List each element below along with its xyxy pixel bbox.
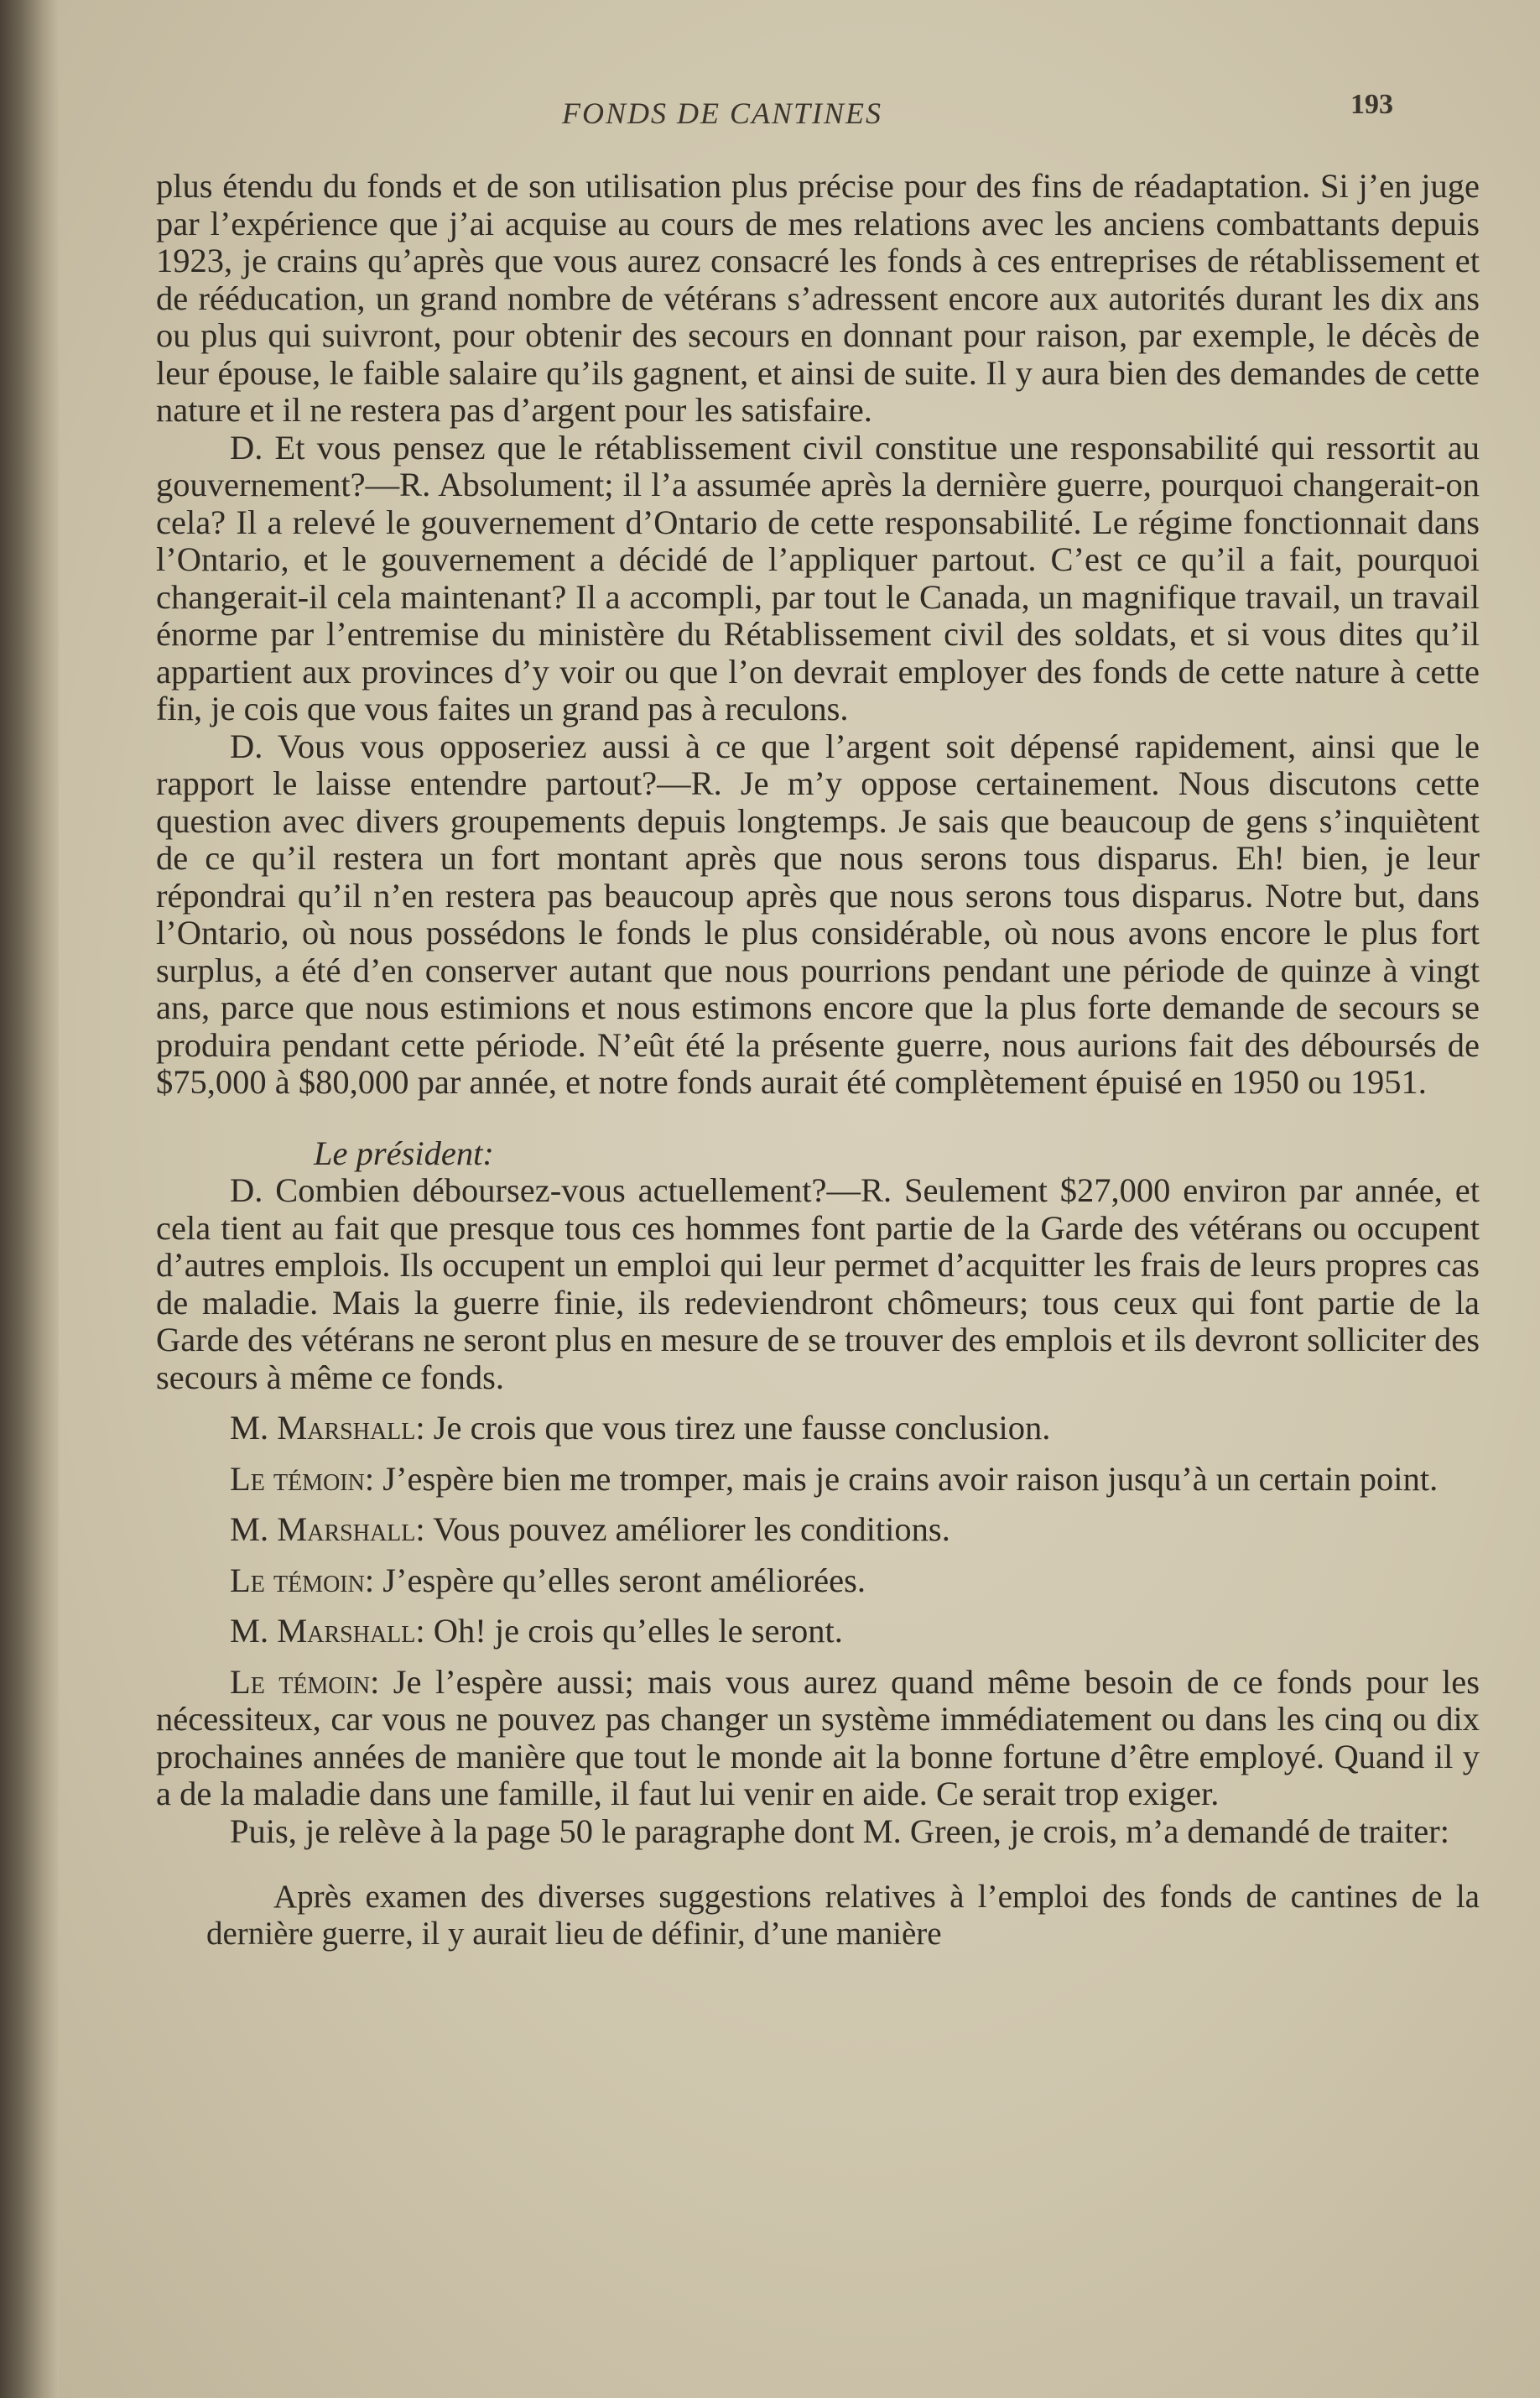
page-header	[59, 84, 1540, 134]
exchange-witness-3	[156, 1664, 1480, 1813]
block-quotation: Après examen des diverses suggestions relatives à l’emploi des fonds de cantines de la dernière guerre, il y aurait lieu de définir, d’une manière	[206, 1879, 1480, 1952]
speech-text: Vous pouvez améliorer les conditions.	[433, 1510, 950, 1548]
speech-text: Oh! je crois qu’elles le seront.	[433, 1612, 843, 1650]
book-page	[59, 0, 1540, 2398]
exchange-marshall-2	[156, 1511, 1480, 1549]
paragraph-question-spending: D. Vous vous opposeriez aussi à ce que l’argent soit dépensé rapidement, ainsi que le rapport le laisse entendre partout?—R. Je m’y oppose certainement. Nous discutons cette question avec divers groupements depuis longtemps. Je sais que beaucoup de gens s’inquiètent de ce qu’il restera un fort montant après que nous serons tous disparus. Eh! bien, je leur répondrai qu’il n’en restera pas beaucoup après que nous serons tous disparus. Notre but, dans l’Ontario, où nous possédons le fonds le plus considérable, où nous avons encore le plus fort surplus, a été d’en conserver autant que nous pourrions pendant une période de quinze à vingt ans, parce que nous estimions et nous estimons encore que la plus forte demande de secours se produira pendant cette période. N’eût été la présente guerre, nous aurions fait des déboursés de $75,000 à $80,000 par année, et notre fonds aurait été complètement épuisé en 1950 ou 1951.	[156, 727, 1480, 1101]
speaker-label: M. Marshall:	[230, 1510, 425, 1548]
speaker-label: Le témoin:	[230, 1561, 375, 1599]
paragraph-president-question: D. Combien déboursez-vous actuellement?—R. Seulement $27,000 environ par année, et cela tient au fait que presque tous ces hommes font partie de la Garde des vétérans ou occupent d’autres emplois. Ils occupent un emploi qui leur permet d’acquitter les frais de leurs propres cas de maladie. Mais la guerre finie, ils redeviendront chômeurs; tous ceux qui font partie de la Garde des vétérans ne seront plus en mesure de se trouver des emplois et ils devront solliciter des secours à même ce fonds.	[156, 1171, 1480, 1396]
exchange-witness-2	[156, 1562, 1480, 1600]
exchange-witness-1	[156, 1461, 1480, 1499]
speaker-label: Le témoin:	[230, 1459, 375, 1498]
speaker-label: M. Marshall:	[230, 1409, 425, 1447]
exchange-marshall-3	[156, 1613, 1480, 1650]
running-head: FONDS DE CANTINES	[562, 96, 883, 130]
paragraph-continuation: plus étendu du fonds et de son utilisation plus précise pour des fins de réadaptation. Si j’en juge par l’expérience que j’ai acquise au cours de mes relations avec les anciens combattants depuis 1923, je crains qu’après que vous aurez consacré les fonds à ces entreprises de rétablissement et de rééducation, un grand nombre de vétérans s’adressent encore aux autorités durant les dix ans ou plus qui suivront, pour obtenir des secours en donnant pour raison, par exemple, le décès de leur épouse, le faible salaire qu’ils gagnent, et ainsi de suite. Il y aura bien des demandes de cette nature et il ne restera pas d’argent pour les satisfaire.	[156, 167, 1480, 429]
speaker-label: M. Marshall:	[230, 1612, 425, 1650]
page-number: 193	[1350, 89, 1393, 120]
speaker-label: Le témoin:	[230, 1662, 380, 1701]
speech-text: Je crois que vous tirez une fausse conclusion.	[433, 1409, 1051, 1447]
speech-text: J’espère bien me tromper, mais je crains avoir raison jusqu’à un certain point.	[382, 1459, 1439, 1498]
president-heading: Le président:	[314, 1134, 494, 1172]
paragraph-question-responsibility: D. Et vous pensez que le rétablissement civil constitue une responsabilité qui ressortit au gouvernement?—R. Absolument; il l’a assumée après la dernière guerre, pourquoi changerait-on cela? Il a relevé le gouvernement d’Ontario de cette responsabilité. Le régime fonctionnait dans l’Ontario, et le gouvernement a décidé de l’appliquer partout. C’est ce qu’il a fait, pourquoi changerait-il cela maintenant? Il a accompli, par tout le Canada, un magnifique travail, un travail énorme par l’entremise du ministère du Rétablissement civil des soldats, et si vous dites qu’il appartient aux provinces d’y voir ou que l’on devrait employer des fonds de cette nature à cette fin, je cois que vous faites un grand pas à reculons.	[156, 428, 1480, 727]
book-binding-shadow	[0, 0, 59, 2398]
paragraph-closing: Puis, je relève à la page 50 le paragraphe dont M. Green, je crois, m’a demandé de traiter:	[230, 1812, 1450, 1850]
speech-text: Je l’espère aussi; mais vous aurez quand même besoin de ce fonds pour les nécessiteux, car vous ne pouvez pas changer un système immédiatement ou dans les cinq ou dix prochaines années de manière que tout le monde ait la bonne fortune d’être employé. Quand il y a de la maladie dans une famille, il faut lui venir en aide. Ce serait trop exiger.	[156, 1662, 1480, 1812]
speech-text: J’espère qu’elles seront améliorées.	[382, 1561, 866, 1599]
body-text	[156, 168, 1480, 1952]
exchange-marshall-1	[156, 1410, 1480, 1447]
